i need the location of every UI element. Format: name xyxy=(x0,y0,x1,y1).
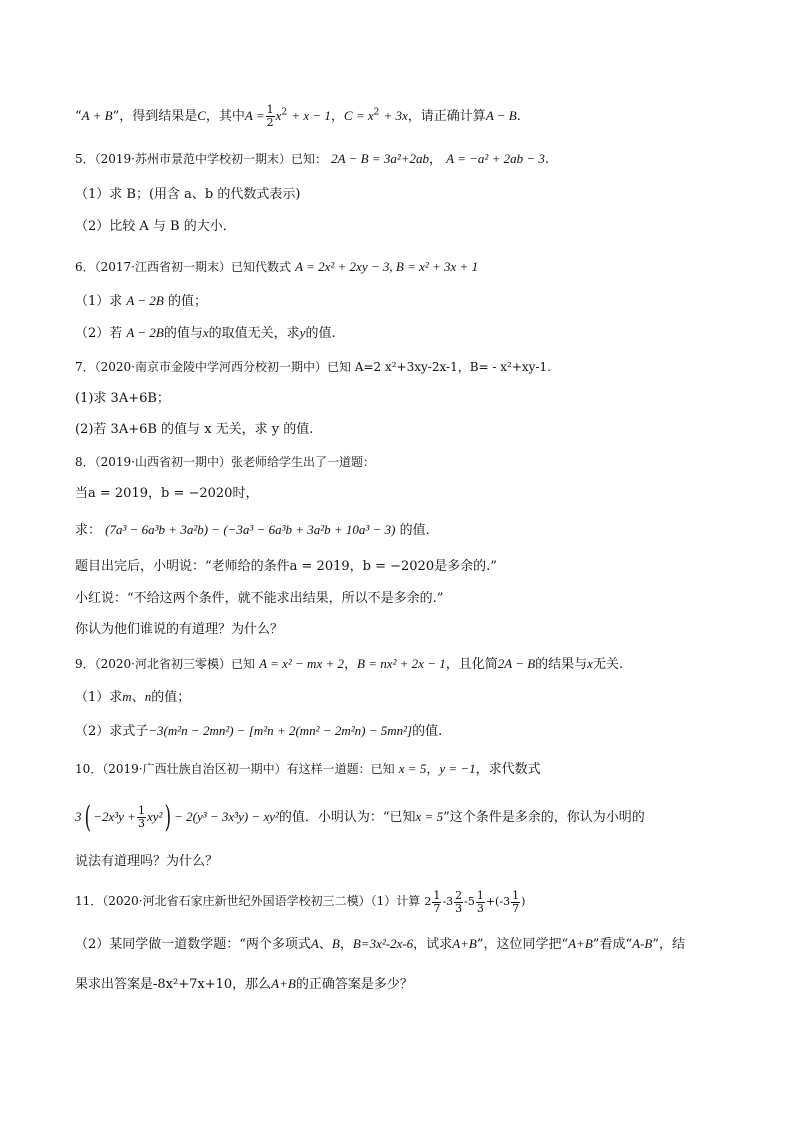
q11-sub3 xyxy=(75,975,413,994)
q5-sub2: （2）比较 A 与 B 的大小． xyxy=(75,219,236,234)
math-coefficient: 3 xyxy=(75,809,82,824)
left-paren: ( xyxy=(84,799,91,835)
text: ”看成“ xyxy=(592,937,633,952)
math-expression: (7a³ − 6a³b + 3a²b) − (−3a³ − 6a³b + 3a²b + 10a³ − 3) xyxy=(105,522,396,537)
math-expression: − 2(y³ − 3x³y) − xy² xyxy=(174,809,279,824)
q5-heading xyxy=(75,150,549,169)
text: ”这个条件是多余的，你认为小明的 xyxy=(443,810,645,825)
q9-sub2 xyxy=(75,722,442,741)
math-expression: A − 2B xyxy=(126,293,164,308)
text: ”，这位同学把“ xyxy=(476,937,569,952)
math-expression: y = −1 xyxy=(439,761,476,776)
separator: ， xyxy=(426,762,440,777)
q5-sub1: （1）求 B；(用含 a、b 的代数式表示) xyxy=(75,187,301,202)
math-m: m xyxy=(122,689,132,704)
text: 的值. xyxy=(412,724,443,739)
q8-line2: 小红说：“不给这两个条件，就不能求出结果，所以不是多余的.” xyxy=(75,591,444,606)
math-c: C xyxy=(197,108,206,123)
text: ，请正确计算 xyxy=(407,109,486,124)
calc-expression xyxy=(424,888,526,915)
text: （2）若 xyxy=(75,326,123,341)
math-expression: A = 2x² + 2xy − 3, B = x² + 3x + 1 xyxy=(295,259,479,274)
number: 2 xyxy=(424,895,432,908)
q8-line1: 题目出完后，小明说：“老师给的条件a = 2019，b = −2020是多余的.” xyxy=(75,559,497,574)
math-c-def-rest: + 3x xyxy=(383,108,408,123)
fraction: $\frac{1}{7}$ xyxy=(512,888,520,915)
fraction: $\frac{1}{7}$ xyxy=(433,888,441,915)
math-b: B xyxy=(331,936,340,951)
text: 的取值无关，求 xyxy=(208,326,300,341)
question-source: 10．（2019·广西壮族自治区初一期中）有这样一道题：已知 xyxy=(75,762,395,776)
q11-heading xyxy=(75,886,525,917)
fraction: $\frac{2}{3}$ xyxy=(455,888,463,915)
text: . xyxy=(544,152,550,167)
separator: ， xyxy=(429,152,443,167)
operator: -3 xyxy=(442,895,454,908)
text: ，且化简 xyxy=(445,657,498,672)
math-a-def: A = xyxy=(244,108,265,123)
math-c-def: C = x xyxy=(343,108,374,123)
fraction: $\frac{1}{3}$ xyxy=(476,888,484,915)
right-paren: ) xyxy=(165,799,172,835)
math-x: x xyxy=(202,325,209,340)
math-expression: -8x²+7x+10 xyxy=(153,977,233,992)
operator: -5 xyxy=(464,895,475,908)
math-x: x xyxy=(587,656,593,671)
q10-expression-line xyxy=(75,800,645,835)
text: （2）某同学做一道数学题：“两个多项式 xyxy=(75,937,311,952)
text: ，那么 xyxy=(232,977,272,992)
math-y: y xyxy=(299,325,306,340)
text: 的值； xyxy=(167,294,207,309)
math-expression: −3(m²n − 2mn²) − [m²n + 2(mn² − 2m²n) − 5mn²] xyxy=(148,723,413,738)
math-a-minus-b: A − B xyxy=(485,108,517,123)
text: 的值. xyxy=(305,326,336,341)
question-source: 6．（2017·江西省初一期末）已知代数式 xyxy=(75,260,291,274)
q7-sub2: (2)若 3A+6B 的值与 x 无关，求 y 的值. xyxy=(75,422,314,437)
math-expression: B = nx² + 2x − 1 xyxy=(357,656,446,671)
q8-line3: 你认为他们谁说的有道理？为什么？ xyxy=(75,622,284,637)
q10-heading xyxy=(75,760,541,779)
math-expression: −2x³y + xyxy=(93,809,136,824)
text: 的值．小明认为：“已知 xyxy=(278,810,416,825)
q8-ask xyxy=(75,521,430,540)
fraction-one-third: $\frac{1}{3}$ xyxy=(137,804,145,830)
text: （2）求式子 xyxy=(75,724,149,739)
q6-sub1 xyxy=(75,292,207,311)
math-expression: A − 2B xyxy=(126,325,164,340)
q11-sub2 xyxy=(75,935,685,954)
separator: 、 xyxy=(131,690,145,705)
text: ，试求 xyxy=(413,937,453,952)
math-expression: xy² xyxy=(146,809,163,824)
q7-sub1: (1)求 3A+6B； xyxy=(75,391,170,406)
math-x: x xyxy=(275,108,282,123)
math-expression: 2A − B xyxy=(497,656,536,671)
text: 的值与 xyxy=(163,326,203,341)
text: ，其中 xyxy=(205,109,245,124)
text: 的正确答案是多少？ xyxy=(295,977,413,992)
separator: ， xyxy=(344,657,358,672)
q9-sub1 xyxy=(75,688,190,707)
question-source: 5．（2019·苏州市景范中学校初一期末）已知： xyxy=(75,152,327,166)
text: （1）求 xyxy=(75,294,123,309)
question-source: 9．（2020·河北省初三零模）已知 xyxy=(75,657,255,671)
math-a-plus-b: A + B xyxy=(81,108,113,123)
math-expression: A+B xyxy=(271,976,296,991)
math-expression: x = 5 xyxy=(398,761,427,776)
text: 的结果与 xyxy=(535,657,588,672)
separator: 、 xyxy=(318,937,332,952)
math-expression: A-B xyxy=(632,936,653,951)
math-expression: x = 5 xyxy=(415,809,444,824)
text: 的值； xyxy=(151,690,191,705)
q8-heading: 8．（2019·山西省初一期中）张老师给学生出了一道题： xyxy=(75,455,375,469)
q9-heading xyxy=(75,655,623,674)
math-n: n xyxy=(144,689,152,704)
question-source: 11．（2020·河北省石家庄新世纪外国语学校初三二模）（1）计算 xyxy=(75,894,421,908)
q4-tail-line: “A + B”，得到结果是C，其中A = $\frac{1}{2}$ $x^2 + x - 1$，$C = x^2 + 3x$，请正确计算A − B. xyxy=(75,103,521,129)
text: . xyxy=(516,109,521,124)
math-expression: B=3x²-2x-6 xyxy=(352,936,414,951)
text: “ xyxy=(75,109,82,124)
math-a: A xyxy=(310,936,319,951)
q10-line3: 说法有道理吗？为什么？ xyxy=(75,854,219,869)
q7-heading: 7．（2020·南京市金陵中学河西分校初一期中）已知 A=2 x²+3xy-2x-1，B= - x²+xy-1. xyxy=(75,360,551,374)
text: （1）求 xyxy=(75,690,123,705)
operator: ) xyxy=(521,895,526,908)
fraction-one-half: $\frac{1}{2}$ xyxy=(266,103,274,129)
separator: ， xyxy=(339,937,353,952)
text: ”，结 xyxy=(652,937,685,952)
text: ”，得到结果是 xyxy=(112,109,198,124)
text: 求： xyxy=(75,523,102,538)
math-expression: A+B xyxy=(452,936,477,951)
q6-heading xyxy=(75,258,478,277)
text: ，求代数式 xyxy=(475,762,541,777)
math-a-def-rest: + x − 1 xyxy=(291,108,331,123)
text: 无关. xyxy=(592,657,624,672)
math-expression: A = x² − mx + 2 xyxy=(259,656,344,671)
math-expression: A = −a² + 2ab − 3 xyxy=(446,151,545,166)
text: 果求出答案是 xyxy=(75,977,154,992)
text: 的值. xyxy=(399,523,430,538)
operator: +(-3 xyxy=(485,895,511,908)
math-expression: 2A − B = 3a²+2ab xyxy=(331,151,430,166)
math-expression: A+B xyxy=(568,936,593,951)
q6-sub2 xyxy=(75,324,336,343)
q8-condition: 当a = 2019，b = −2020时， xyxy=(75,486,259,501)
